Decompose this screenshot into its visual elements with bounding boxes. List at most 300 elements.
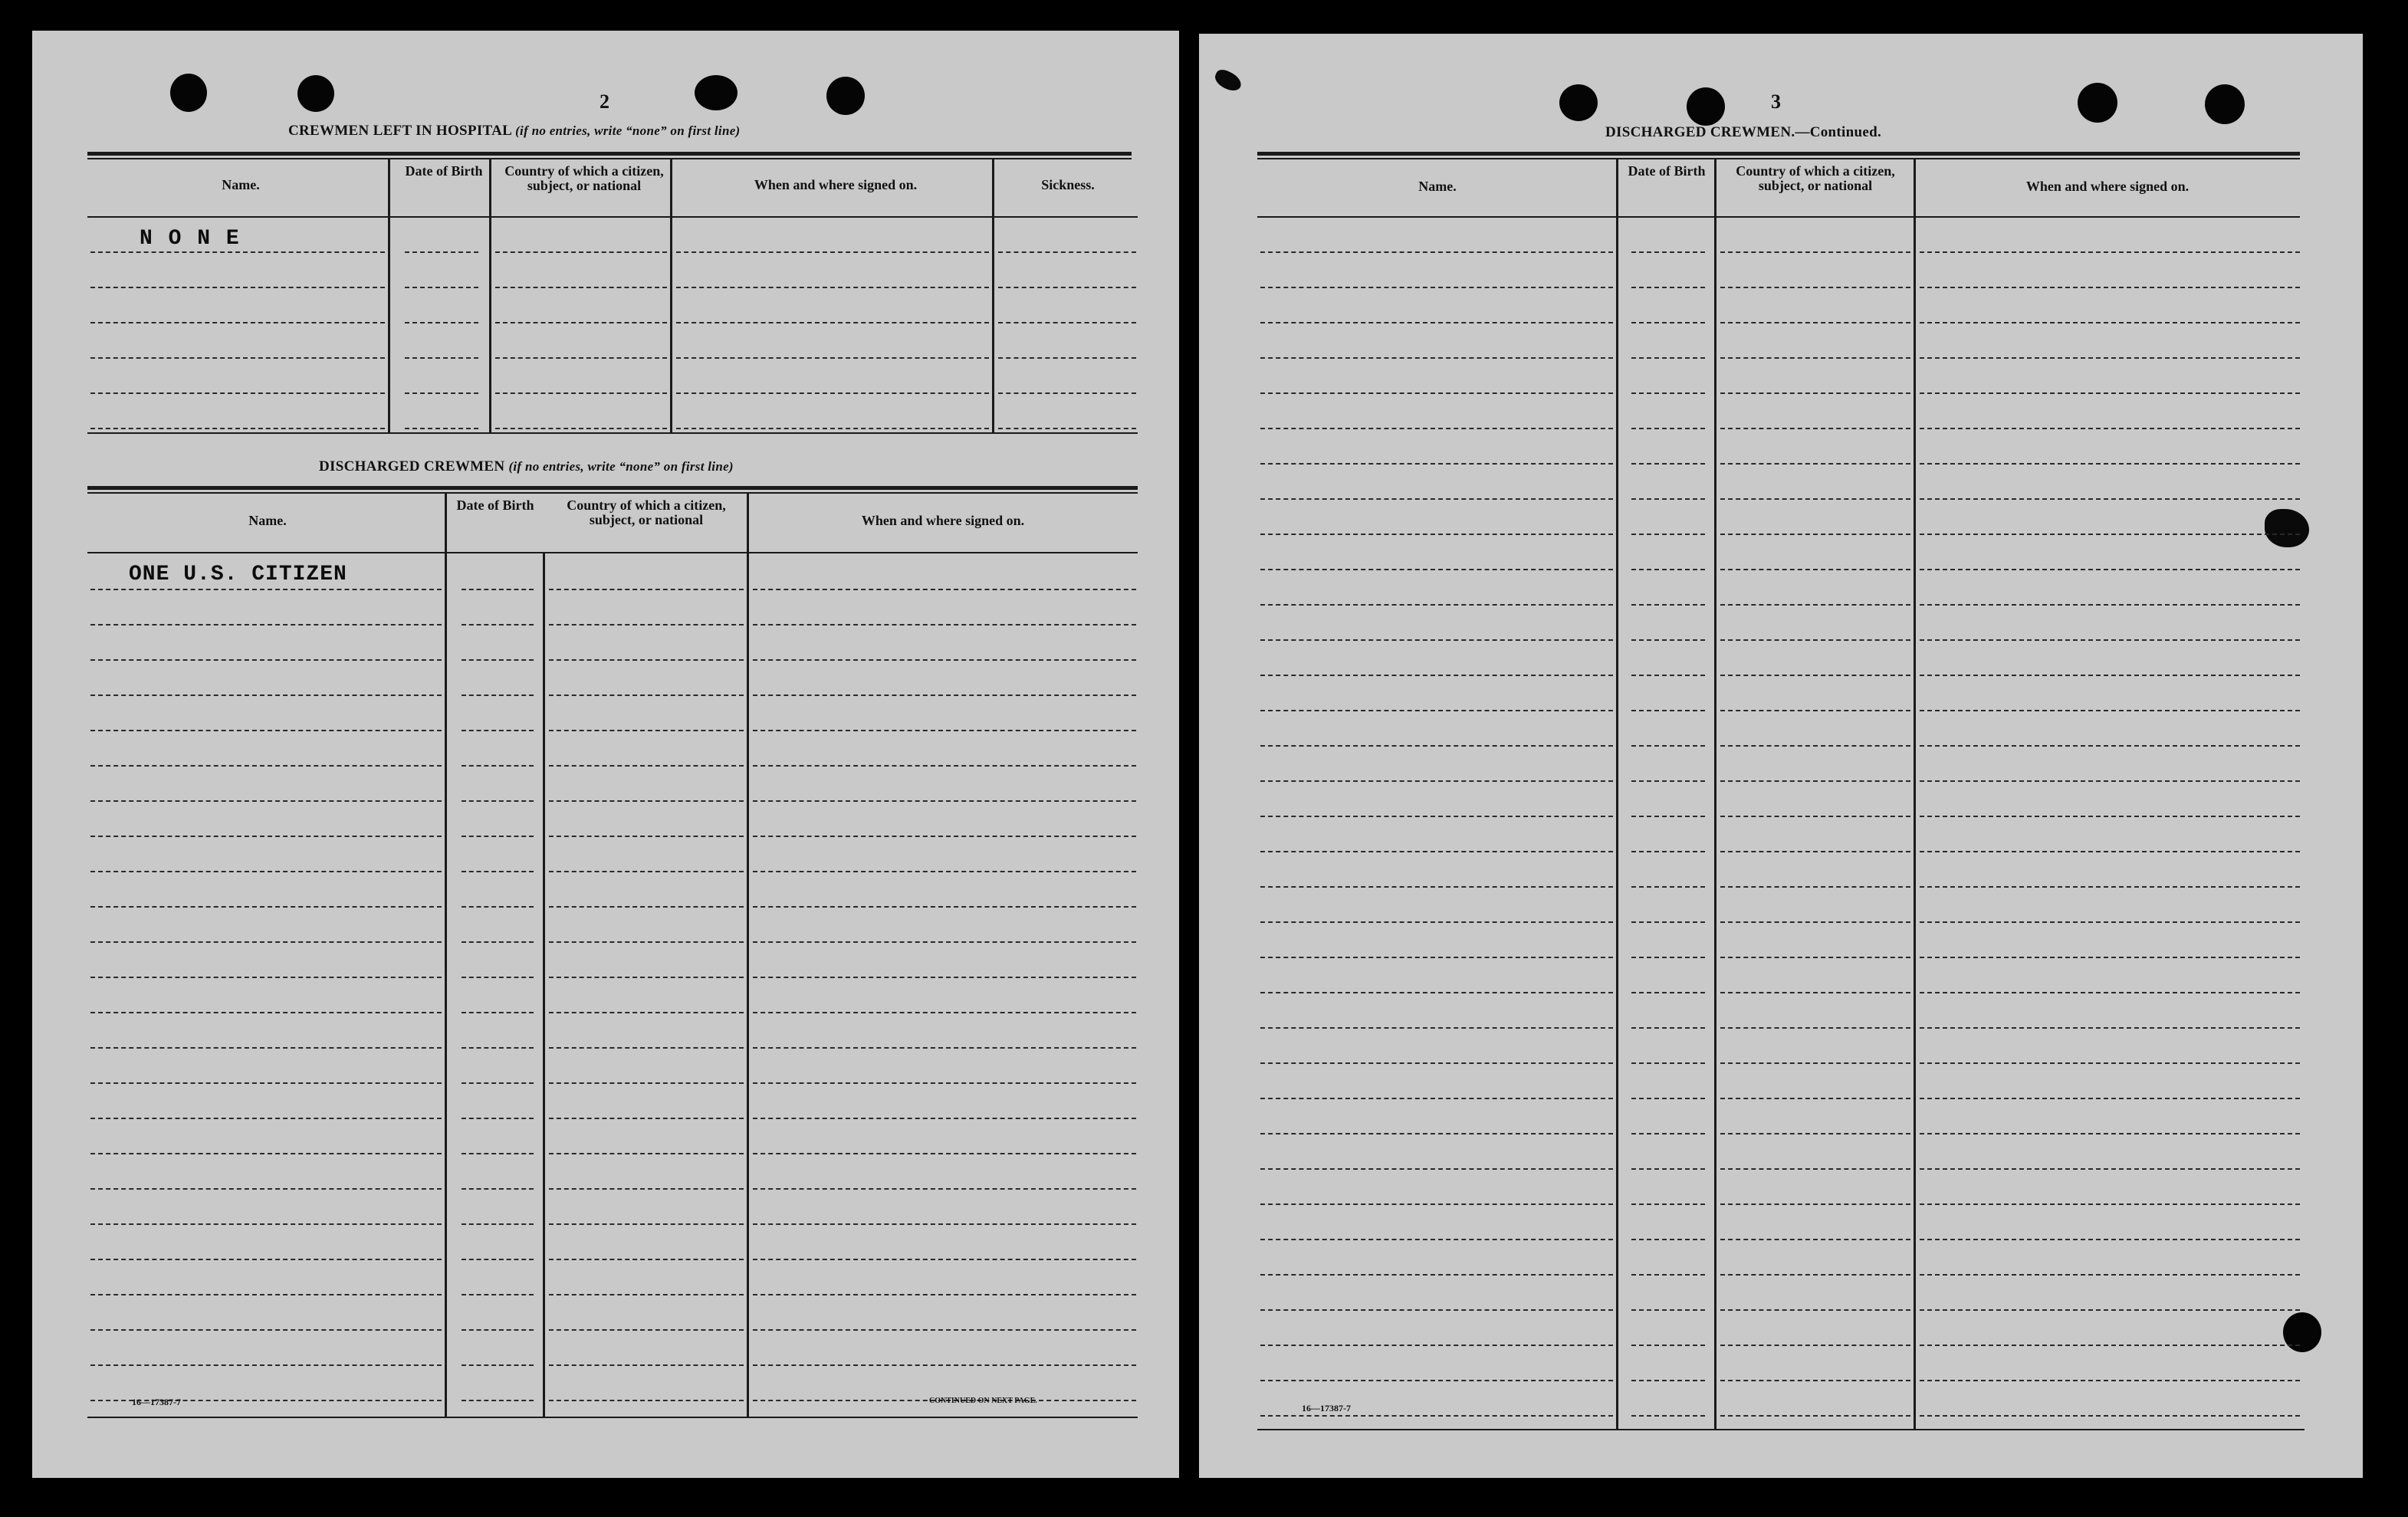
entry-line [753,1364,1136,1366]
entry-line [90,765,442,767]
entry-line [1920,816,2300,817]
entry-line [1631,1380,1705,1381]
entry-line [753,1294,1136,1295]
entry-line [462,1223,534,1225]
entry-line [1920,780,2300,782]
column-header-country: Country of which a citizen, subject, or national [567,497,726,527]
entry-line [676,287,989,288]
entry-line [1720,463,1910,465]
entry-line [1631,392,1705,394]
entry-line [1920,498,2300,500]
entry-line [90,800,442,802]
entry-line [1720,1062,1910,1064]
entry-line [1260,498,1613,500]
entry-line [1720,886,1910,888]
entry-line [495,251,667,253]
table-top-rule [87,486,1138,490]
page-number: 3 [1771,90,1781,113]
entry-line [1631,675,1705,676]
entry-line [1260,463,1613,465]
entry-line [549,1364,744,1366]
entry-line [462,1364,534,1366]
entry-line [462,1259,534,1260]
entry-line [1720,851,1910,852]
entry-line [462,800,534,802]
entry-line [1260,428,1613,429]
entry-line [462,1294,534,1295]
entry-line [462,624,534,626]
entry-line [495,357,667,359]
entry-line [1631,1027,1705,1029]
entry-line [1920,710,2300,711]
column-header-name: Name. [248,513,287,528]
entry-line [998,251,1136,253]
entry-line [1631,322,1705,323]
entry-line [1920,392,2300,394]
entry-line [90,871,442,872]
entry-line [1631,886,1705,888]
entry-line [90,251,385,253]
entry-line [549,1223,744,1225]
column-divider [1616,158,1618,1430]
column-header-country: Country of which a citizen, subject, or national [1736,163,1895,193]
entry-line [753,1047,1136,1049]
punch-hole [1687,87,1725,126]
entry-line [1631,816,1705,817]
entry-line [1260,675,1613,676]
entry-line [1720,604,1910,606]
column-header-date-of-birth: Date of Birth [1628,163,1706,179]
entry-line [90,1223,442,1225]
entry-line [1631,921,1705,923]
entry-line [90,1364,442,1366]
entry-line [1720,251,1910,253]
entry-line [1920,357,2300,359]
entry-line [1631,534,1705,535]
entry-line [462,906,534,908]
punch-hole [695,75,738,110]
entry-line [1720,780,1910,782]
entry-line [1720,1203,1910,1205]
entry-line [1720,392,1910,394]
entry-line [1920,675,2300,676]
hospital-section-title: CREWMEN LEFT IN HOSPITAL (if no entries, write “none” on first line) [288,123,741,139]
entry-line [549,977,744,978]
entry-line [998,392,1136,394]
entry-line [1720,1239,1910,1240]
column-divider [992,158,994,432]
entry-line [1260,604,1613,606]
entry-line [462,589,534,590]
discharged-continued-title: DISCHARGED CREWMEN.—Continued. [1605,124,1882,140]
entry-line [753,977,1136,978]
entry-line [1920,1274,2300,1276]
entry-line [462,694,534,696]
entry-line [1260,886,1613,888]
entry-line [676,251,989,253]
column-header-when-where: When and where signed on. [754,177,918,192]
entry-line [549,624,744,626]
entry-line [90,428,385,429]
entry-line [462,765,534,767]
entry-line [1920,886,2300,888]
entry-line [90,977,442,978]
entry-line [1720,322,1910,323]
entry-line [1631,1203,1705,1205]
column-divider [543,552,545,1418]
entry-line [1720,1168,1910,1170]
entry-line [1920,1168,2300,1170]
ink-blot [1212,67,1244,94]
entry-line [549,871,744,872]
entry-line [90,730,442,731]
entry-line [1920,921,2300,923]
entry-line [462,977,534,978]
entry-line [1720,569,1910,570]
column-header-sickness: Sickness. [1041,177,1095,192]
entry-line [90,906,442,908]
entry-line [90,1153,442,1154]
entry-line [1260,1345,1613,1346]
entry-line [549,1082,744,1084]
entry-line [1631,1309,1705,1311]
entry-line [549,1294,744,1295]
entry-line [462,941,534,943]
right-page [1199,34,2363,1478]
entry-line [549,730,744,731]
entry-line [1260,710,1613,711]
entry-line [549,1012,744,1013]
header-bottom-rule [87,216,1138,218]
entry-line [1260,1027,1613,1029]
entry-line [1260,251,1613,253]
entry-line [90,624,442,626]
entry-line [462,1153,534,1154]
entry-line [1260,1203,1613,1205]
entry-line [676,357,989,359]
punch-hole [2283,1312,2321,1352]
column-divider [1714,158,1716,1430]
entry-line [676,428,989,429]
entry-line [753,659,1136,661]
entry-line [1631,1098,1705,1099]
entry-line [753,800,1136,802]
form-number: 16—17387-7 [132,1397,181,1407]
entry-line [1920,428,2300,429]
punch-hole [2078,83,2117,123]
entry-line [1260,1133,1613,1134]
column-header-country: Country of which a citizen, subject, or national [504,163,664,193]
column-header-date-of-birth: Date of Birth [456,497,534,513]
entry-line [1720,357,1910,359]
entry-line [90,1329,442,1331]
table-top-rule [87,152,1132,156]
entry-line [90,941,442,943]
entry-line [676,392,989,394]
column-divider [489,158,491,432]
column-divider [445,492,447,1418]
entry-line [1720,675,1910,676]
entry-line [753,624,1136,626]
table-bottom-rule [87,1417,1138,1418]
entry-line [549,589,744,590]
entry-line [1260,1098,1613,1099]
entry-line [462,1012,534,1013]
discharged-entry: ONE U.S. CITIZEN [129,563,347,586]
entry-line [1720,1345,1910,1346]
table-top-rule [1257,158,2300,159]
entry-line [462,659,534,661]
entry-line [1920,1345,2300,1346]
entry-line [549,1329,744,1331]
column-header-name: Name. [1418,179,1457,194]
entry-line [1920,851,2300,852]
entry-line [1631,780,1705,782]
entry-line [549,836,744,837]
entry-line [405,251,478,253]
entry-line [1720,639,1910,641]
entry-line [1920,463,2300,465]
header-bottom-rule [87,552,1138,553]
entry-line [1631,287,1705,288]
entry-line [1720,428,1910,429]
entry-line [1631,1133,1705,1134]
entry-line [495,287,667,288]
entry-line [1631,463,1705,465]
entry-line [90,836,442,837]
entry-line [1720,1309,1910,1311]
entry-line [1920,639,2300,641]
table-bottom-rule [87,432,1138,434]
entry-line [998,357,1136,359]
entry-line [1631,1239,1705,1240]
entry-line [495,428,667,429]
entry-line [495,322,667,323]
entry-line [1631,498,1705,500]
entry-line [549,694,744,696]
entry-line [1920,745,2300,747]
page-number: 2 [600,90,609,113]
entry-line [90,357,385,359]
entry-line [90,1047,442,1049]
entry-line [1631,639,1705,641]
column-divider [388,158,390,432]
entry-line [753,1118,1136,1119]
entry-line [1260,569,1613,570]
left-page [32,31,1179,1478]
entry-line [676,322,989,323]
entry-line [1920,1239,2300,1240]
entry-line [1920,569,2300,570]
entry-line [1631,1415,1705,1417]
entry-line [90,1118,442,1119]
entry-line [1720,1027,1910,1029]
entry-line [753,1329,1136,1331]
entry-line [1631,428,1705,429]
entry-line [753,694,1136,696]
entry-line [462,1118,534,1119]
entry-line [462,1188,534,1190]
entry-line [1720,710,1910,711]
entry-line [1260,1239,1613,1240]
entry-line [1260,357,1613,359]
entry-line [998,322,1136,323]
entry-line [1631,1168,1705,1170]
entry-line [1720,1098,1910,1099]
entry-line [1720,745,1910,747]
entry-line [1920,1309,2300,1311]
entry-line [1920,1415,2300,1417]
entry-line [1260,534,1613,535]
entry-line [1260,992,1613,993]
entry-line [90,1082,442,1084]
entry-line [753,906,1136,908]
column-divider [670,158,672,432]
column-header-when-where: When and where signed on. [861,513,1025,528]
entry-line [549,1047,744,1049]
entry-line [1631,604,1705,606]
discharged-section-title: DISCHARGED CREWMEN (if no entries, write “none” on first line) [319,458,734,474]
punch-hole [2205,84,2245,124]
entry-line [462,730,534,731]
hospital-entry: N O N E [140,227,241,251]
entry-line [1260,639,1613,641]
column-header-when-where: When and where signed on. [2025,179,2190,194]
entry-line [1920,1133,2300,1134]
entry-line [90,322,385,323]
entry-line [1260,1274,1613,1276]
entry-line [90,1012,442,1013]
entry-line [1720,534,1910,535]
entry-line [753,1188,1136,1190]
entry-line [1631,710,1705,711]
entry-line [405,357,478,359]
entry-line [753,941,1136,943]
entry-line [1260,392,1613,394]
entry-line [1631,251,1705,253]
entry-line [549,1188,744,1190]
entry-line [1920,1098,2300,1099]
table-top-rule [87,492,1138,494]
entry-line [753,1153,1136,1154]
entry-line [405,322,478,323]
entry-line [549,765,744,767]
entry-line [90,1294,442,1295]
ink-blot [2265,509,2309,547]
header-bottom-rule [1257,216,2300,218]
entry-line [405,392,478,394]
entry-line [1260,745,1613,747]
entry-line [753,765,1136,767]
entry-line [1720,1380,1910,1381]
entry-line [1920,1027,2300,1029]
entry-line [495,392,667,394]
entry-line [1631,957,1705,958]
entry-line [1631,745,1705,747]
table-top-rule [1257,152,2300,156]
entry-line [1720,287,1910,288]
entry-line [1720,498,1910,500]
entry-line [753,871,1136,872]
entry-line [1920,957,2300,958]
entry-line [1260,1415,1613,1417]
entry-line [549,906,744,908]
entry-line [1260,1168,1613,1170]
entry-line [549,1118,744,1119]
entry-line [90,287,385,288]
table-bottom-rule [1257,1429,2305,1430]
entry-line [462,1329,534,1331]
entry-line [998,428,1136,429]
entry-line [1260,322,1613,323]
entry-line [998,287,1136,288]
entry-line [1720,957,1910,958]
entry-line [1720,1133,1910,1134]
form-number: 16—17387-7 [1302,1403,1351,1414]
column-header-date-of-birth: Date of Birth [405,163,483,179]
entry-line [753,1012,1136,1013]
entry-line [1631,357,1705,359]
entry-line [1720,992,1910,993]
entry-line [1920,992,2300,993]
entry-line [1920,287,2300,288]
column-divider [747,492,749,1418]
entry-line [1260,287,1613,288]
entry-line [1631,851,1705,852]
entry-line [1260,816,1613,817]
entry-line [1631,992,1705,993]
entry-line [549,1259,744,1260]
entry-line [549,659,744,661]
entry-line [405,428,478,429]
entry-line [1920,534,2300,535]
punch-hole [297,75,334,112]
entry-line [549,800,744,802]
entry-line [1720,1415,1910,1417]
entry-line [549,1153,744,1154]
entry-line [1631,1274,1705,1276]
entry-line [1631,569,1705,570]
entry-line [1260,780,1613,782]
entry-line [462,871,534,872]
entry-line [462,1400,534,1401]
entry-line [462,1047,534,1049]
entry-line [549,941,744,943]
entry-line [1260,957,1613,958]
entry-line [753,1082,1136,1084]
punch-hole [826,77,865,115]
entry-line [405,287,478,288]
entry-line [1631,1062,1705,1064]
entry-line [1720,1274,1910,1276]
entry-line [753,730,1136,731]
entry-line [1920,604,2300,606]
column-header-name: Name. [222,177,260,192]
entry-line [462,1082,534,1084]
punch-hole [1559,84,1598,121]
table-top-rule [87,158,1132,159]
entry-line [1260,921,1613,923]
punch-hole [170,74,207,112]
entry-line [1920,1062,2300,1064]
entry-line [753,1223,1136,1225]
entry-line [90,589,442,590]
entry-line [1631,1345,1705,1346]
continued-note: CONTINUED ON NEXT PAGE. [929,1397,1037,1405]
entry-line [90,659,442,661]
entry-line [90,694,442,696]
entry-line [1260,1062,1613,1064]
